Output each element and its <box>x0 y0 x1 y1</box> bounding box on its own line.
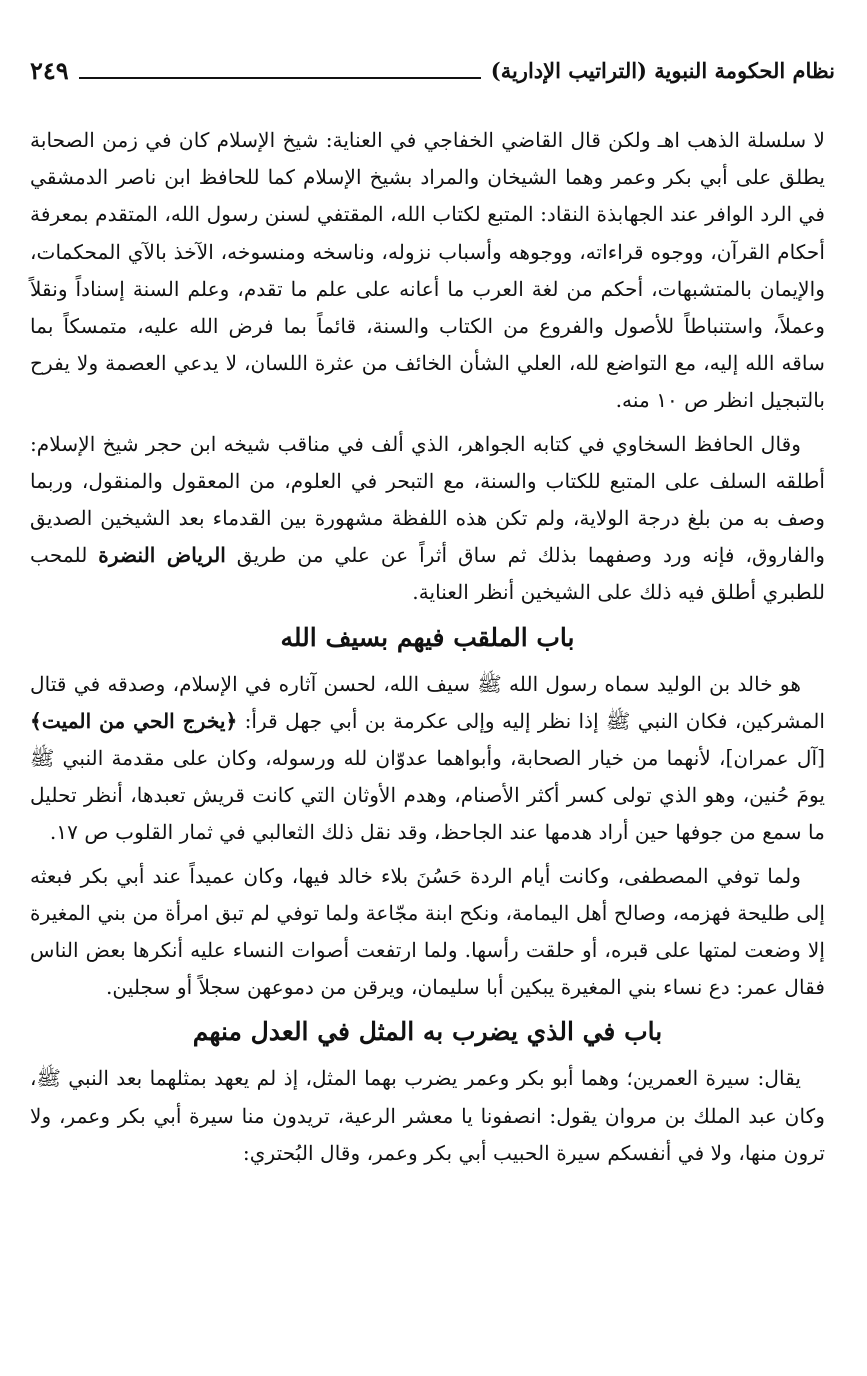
page-header <box>30 50 835 90</box>
paragraph-umarain: يقال: سيرة العمرين؛ وهما أبو بكر وعمر يضرب بهما المثل، إذ لم يعهد بمثلهما بعد النبي ﷺ، وكان عبد الملك بن مروان يقول: انصفونا يا معشر الرعية، تريدون منا سيرة أبي بكر وعمر، ولا ترون منها، ولا في أنفسكم سيرة الحبيب أبي بكر وعمر، وقال البُحتري: <box>30 1066 825 1165</box>
section-heading-sword-of-allah: باب الملقب فيهم بسيف الله <box>280 622 575 652</box>
paragraph-text: هو خالد بن الوليد سماه رسول الله ﷺ سيف الله، لحسن آثاره في الإسلام، وصدقه في قتال المشركين، فكان النبي ﷺ إذا نظر إليه وإلى عكرمة بن أبي جهل قرأ: <box>30 671 825 733</box>
paragraph-text: وقال الحافظ السخاوي في كتابه الجواهر، الذي ألف في مناقب شيخه ابن حجر شيخ الإسلام: أطلقه السلف على المتبع للكتاب والسنة، مع التبحر في العلوم، من المعقول والمنقول، وربما وصف به من بلغ درجة الولاية، ولم تكن هذه اللفظة مشهورة بين القدماء بعد الشيخين الصديق والفاروق، فإنه ورد وصفهما بذلك ثم ساق أثراً عن علي من طريق <box>30 431 826 568</box>
page-body <box>30 122 825 1178</box>
book-title-riyad: الرياض النضرة <box>98 543 226 568</box>
paragraph-text: [آل عمران]، لأنهما من خيار الصحابة، وأبواهما عدوّان لله ورسوله، وكان على مقدمة النبي ﷺ يومَ حُنين، وهو الذي تولى كسر أكثر الأصنام، وهدم الأوثان التي كانت قريش تعبدها، أنظر تحليل ما سمع من جوفها حين أراد هدمها عند الجاحظ، وقد نقل ذلك الثعالبي في ثمار القلوب ص ١٧. <box>30 746 825 845</box>
section-heading-justice: باب في الذي يضرب به المثل في العدل منهم <box>192 1017 663 1047</box>
paragraph-text: للمحب للطبري أطلق فيه ذلك على الشيخين أنظر العناية. <box>30 543 825 605</box>
quran-quote: ﴿يخرج الحي من الميت﴾ <box>30 708 238 733</box>
paragraph-khalid <box>30 666 825 852</box>
paragraph-sakhawi <box>30 426 825 612</box>
paragraph-khalid-death: ولما توفي المصطفى، وكانت أيام الردة حَسُنَ بلاء خالد فيها، وكان عميداً عند أبي بكر فبعثه إلى طليحة فهزمه، وصالح أهل اليمامة، ونكح ابنة مجّاعة ولما توفي لم تبق امرأة من بني المغيرة إلا وضعت لمتها على قبره، أو حلقت رأسها. ولما ارتفعت أصوات النساء عليه أنكرها بعض الناس فقال عمر: دع نساء بني المغيرة يبكين أبا سليمان، ويرقن من دموعهن سجلاً أو سجلين. <box>30 863 825 1000</box>
header-rule <box>79 77 481 79</box>
page-number: ٢٤٩ <box>30 55 69 85</box>
paragraph-sheikh-al-islam: لا سلسلة الذهب اهـ ولكن قال القاضي الخفاجي في العناية: شيخ الإسلام كان في زمن الصحابة يطلق على أبي بكر وعمر وهما الشيخان والمراد بشيخ الإسلام كما للحافظ ابن ناصر الدمشقي في الرد الوافر عند الجهابذة النقاد: المتبع لكتاب الله، المقتفي لسنن رسول الله، المتقدم بمعرفة أحكام القرآن، ووجوه قراءاته، ووجوهه وأسباب نزوله، وناسخه ومنسوخه، الآخذ بالآي المحكمات، والإيمان بالمتشبهات، أحكم من لغة العرب ما أعانه على علم ما تقدم، وعلم السنة إسناداً ونقلاً وعملاً، واستنباطاً للأصول والفروع من الكتاب والسنة، قائماً بما فرض الله عليه، متمسكاً بما ساقه الله إليه، مع التواضع لله، العلي الشأن الخائف من عثرة اللسان، لا يدعي العصمة ولا يفرح بالتبجيل انظر ص ١٠ منه. <box>30 128 825 413</box>
running-title: نظام الحكومة النبوية (التراتيب الإدارية) <box>490 57 835 83</box>
